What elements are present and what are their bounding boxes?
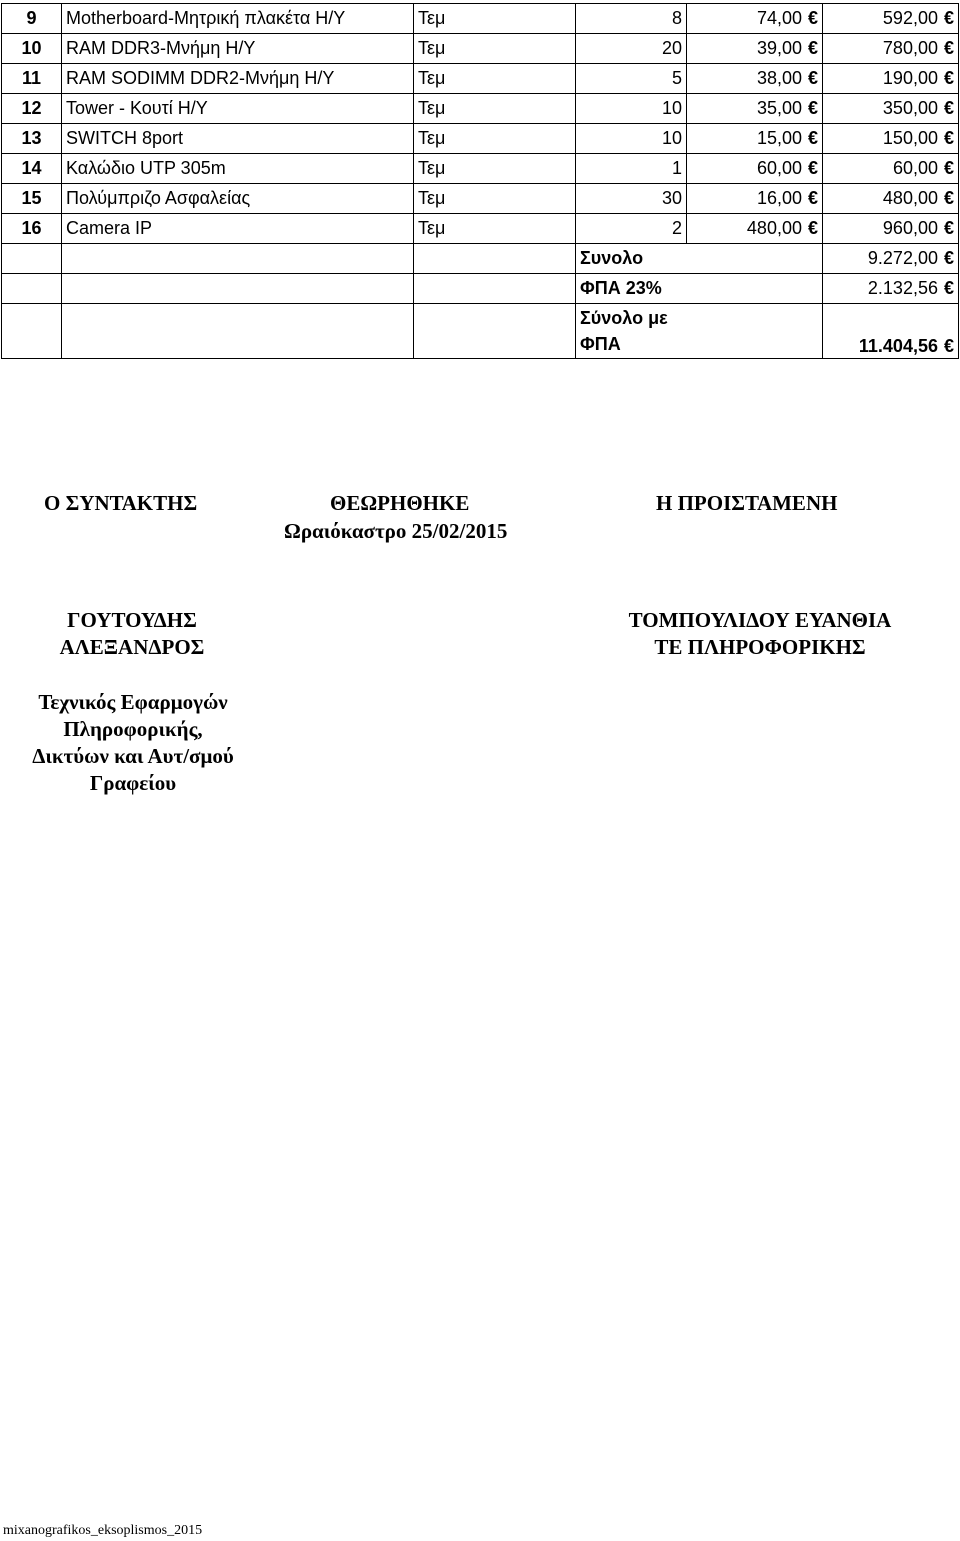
grand-total-label: Σύνολο με ΦΠΑ (576, 304, 823, 359)
place-date: Ωραιόκαστρο 25/02/2015 (284, 519, 508, 543)
euro-symbol: € (943, 68, 954, 88)
table-row (2, 34, 959, 64)
table-row (2, 64, 959, 94)
table-row (2, 214, 959, 244)
item-unit: Τεμ (414, 124, 576, 154)
subtotal-label: Συνολο (576, 244, 823, 274)
item-unit: Τεμ (414, 64, 576, 94)
item-total: 592,00 € (823, 4, 959, 34)
item-description: Tower - Κουτί Η/Υ (62, 94, 414, 124)
item-total: 480,00 € (823, 184, 959, 214)
table-row (2, 124, 959, 154)
euro-symbol: € (943, 98, 954, 118)
euro-symbol: € (943, 8, 954, 28)
item-description: SWITCH 8port (62, 124, 414, 154)
equipment-table (1, 3, 959, 359)
table-row (2, 154, 959, 184)
item-unit-price: 60,00 € (687, 154, 823, 184)
table-row (2, 94, 959, 124)
item-quantity: 10 (576, 94, 687, 124)
item-unit-price: 480,00 € (687, 214, 823, 244)
item-quantity: 20 (576, 34, 687, 64)
head-title: ΤΕ ΠΛΗΡΟΦΟΡΙΚΗΣ (654, 635, 866, 659)
euro-symbol: € (807, 68, 818, 88)
item-quantity: 10 (576, 124, 687, 154)
euro-symbol: € (807, 128, 818, 148)
item-number: 9 (2, 4, 62, 34)
head-heading: Η ΠΡΟΙΣΤΑΜΕΝΗ (656, 491, 838, 515)
item-unit: Τεμ (414, 154, 576, 184)
item-number: 16 (2, 214, 62, 244)
item-unit: Τεμ (414, 34, 576, 64)
euro-symbol: € (943, 248, 954, 268)
item-number: 15 (2, 184, 62, 214)
item-number: 10 (2, 34, 62, 64)
item-quantity: 1 (576, 154, 687, 184)
item-description: Camera IP (62, 214, 414, 244)
item-unit-price: 16,00 € (687, 184, 823, 214)
item-number: 14 (2, 154, 62, 184)
item-total: 350,00 € (823, 94, 959, 124)
table-row (2, 184, 959, 214)
subtotal-row (2, 244, 959, 274)
item-description: RAM DDR3-Μνήμη Η/Υ (62, 34, 414, 64)
approved-heading: ΘΕΩΡΗΘΗΚΕ (330, 491, 470, 515)
euro-symbol: € (943, 38, 954, 58)
item-total: 960,00 € (823, 214, 959, 244)
item-unit-price: 15,00 € (687, 124, 823, 154)
euro-symbol: € (943, 218, 954, 238)
item-description: Motherboard-Μητρική πλακέτα Η/Υ (62, 4, 414, 34)
vat-row (2, 274, 959, 304)
item-quantity: 5 (576, 64, 687, 94)
euro-symbol: € (943, 278, 954, 298)
euro-symbol: € (807, 158, 818, 178)
item-quantity: 8 (576, 4, 687, 34)
table-row (2, 4, 959, 34)
item-total: 150,00 € (823, 124, 959, 154)
item-description: Καλώδιο UTP 305m (62, 154, 414, 184)
item-quantity: 30 (576, 184, 687, 214)
item-unit: Τεμ (414, 184, 576, 214)
euro-symbol: € (943, 336, 954, 356)
item-unit-price: 39,00 € (687, 34, 823, 64)
euro-symbol: € (943, 188, 954, 208)
item-unit-price: 35,00 € (687, 94, 823, 124)
grand-total-value: 11.404,56 € (823, 304, 959, 359)
item-total: 780,00 € (823, 34, 959, 64)
item-unit: Τεμ (414, 4, 576, 34)
euro-symbol: € (807, 8, 818, 28)
vat-label: ΦΠΑ 23% (576, 274, 823, 304)
head-name-block (590, 607, 930, 661)
euro-symbol: € (807, 218, 818, 238)
euro-symbol: € (807, 38, 818, 58)
euro-symbol: € (943, 128, 954, 148)
item-number: 13 (2, 124, 62, 154)
item-number: 11 (2, 64, 62, 94)
item-unit: Τεμ (414, 214, 576, 244)
document-filename: mixanografikos_eksoplismos_2015 (3, 1523, 203, 1538)
item-description: Πολύμπριζο Ασφαλείας (62, 184, 414, 214)
subtotal-value: 9.272,00 € (823, 244, 959, 274)
author-name: ΓΟΥΤΟΥΔΗΣ ΑΛΕΞΑΝΔΡΟΣ (59, 608, 205, 659)
author-heading: Ο ΣΥΝΤΑΚΤΗΣ (44, 491, 198, 515)
item-quantity: 2 (576, 214, 687, 244)
grand-total-row (2, 304, 959, 359)
euro-symbol: € (807, 98, 818, 118)
euro-symbol: € (943, 158, 954, 178)
item-unit-price: 74,00 € (687, 4, 823, 34)
euro-symbol: € (807, 188, 818, 208)
item-unit-price: 38,00 € (687, 64, 823, 94)
item-total: 190,00 € (823, 64, 959, 94)
vat-value: 2.132,56 € (823, 274, 959, 304)
item-description: RAM SODIMM DDR2-Μνήμη Η/Υ (62, 64, 414, 94)
author-title: Τεχνικός Εφαρμογών Πληροφορικής, Δικτύων και Αυτ/σμού Γραφείου (32, 690, 234, 795)
item-number: 12 (2, 94, 62, 124)
head-name: ΤΟΜΠΟΥΛΙΔΟΥ ΕΥΑΝΘΙΑ (628, 608, 892, 632)
item-unit: Τεμ (414, 94, 576, 124)
item-total: 60,00 € (823, 154, 959, 184)
